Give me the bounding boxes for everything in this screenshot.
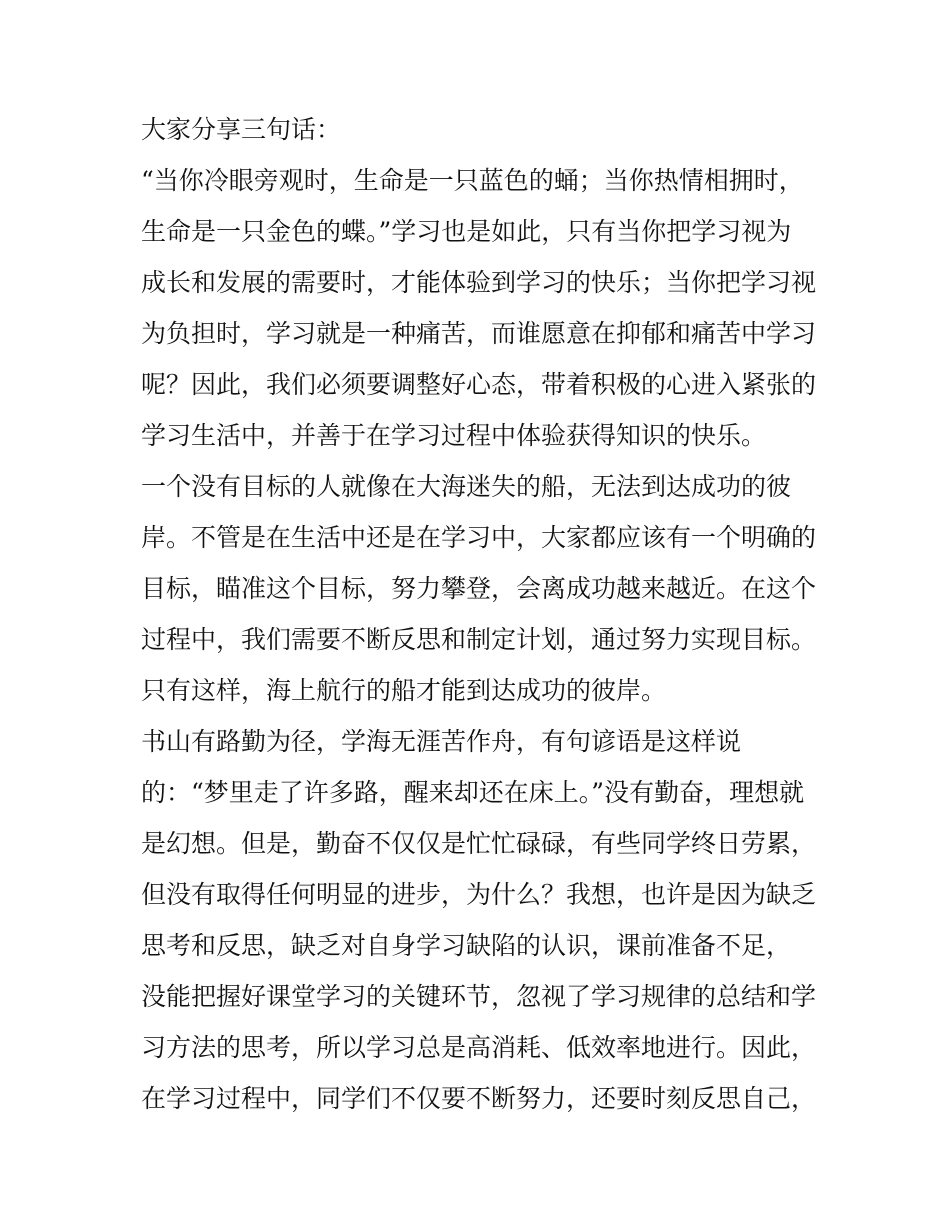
text-line: 大家分享三句话： xyxy=(141,115,342,144)
text-line: “当你冷眼旁观时，生命是一只蓝色的蛹；当你热情相拥时， xyxy=(141,166,804,195)
text-line: 成长和发展的需要时，才能体验到学习的快乐；当你把学习视 xyxy=(141,268,817,297)
text-line: 思考和反思，缺乏对自身学习缺陷的认识，课前准备不足， xyxy=(141,931,792,960)
text-line: 过程中，我们需要不断反思和制定计划，通过努力实现目标。 xyxy=(141,625,817,654)
text-line: 目标，瞄准这个目标，努力攀登，会离成功越来越近。在这个 xyxy=(141,574,817,603)
text-line: 为负担时，学习就是一种痛苦，而谁愿意在抑郁和痛苦中学习 xyxy=(141,319,817,348)
text-line: 的：“梦里走了许多路，醒来却还在床上。”没有勤奋，理想就 xyxy=(141,778,805,807)
text-line: 学习生活中，并善于在学习过程中体验获得知识的快乐。 xyxy=(141,421,767,450)
text-line: 但没有取得任何明显的进步，为什么？我想，也许是因为缺乏 xyxy=(141,880,817,909)
text-line: 没能把握好课堂学习的关键环节，忽视了学习规律的总结和学 xyxy=(141,982,817,1011)
text-line: 呢？因此，我们必须要调整好心态，带着积极的心进入紧张的 xyxy=(141,370,817,399)
text-line: 在学习过程中，同学们不仅要不断努力，还要时刻反思自己， xyxy=(141,1084,817,1113)
text-line: 习方法的思考，所以学习总是高消耗、低效率地进行。因此， xyxy=(141,1033,817,1062)
text-line: 一个没有目标的人就像在大海迷失的船，无法到达成功的彼 xyxy=(141,472,792,501)
text-line: 书山有路勤为径，学海无涯苦作舟，有句谚语是这样说 xyxy=(141,727,742,756)
text-line: 岸。不管是在生活中还是在学习中，大家都应该有一个明确的 xyxy=(141,523,817,552)
text-line: 是幻想。但是，勤奋不仅仅是忙忙碌碌，有些同学终日劳累， xyxy=(141,829,817,858)
text-line: 生命是一只金色的蝶。”学习也是如此，只有当你把学习视为 xyxy=(141,217,792,246)
text-line: 只有这样，海上航行的船才能到达成功的彼岸。 xyxy=(141,676,667,705)
